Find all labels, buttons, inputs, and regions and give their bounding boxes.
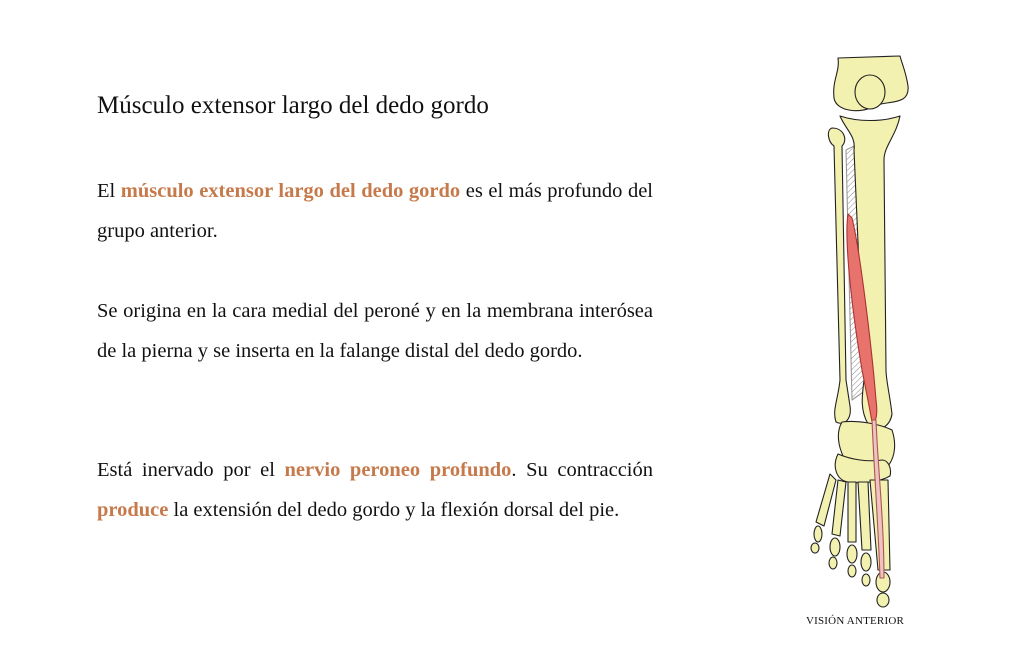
patella-bone: [855, 75, 885, 109]
phalanx-4b: [829, 557, 837, 569]
paragraph-3-text-end: la extensión del dedo gordo y la flexión dorsal del pie.: [168, 499, 620, 521]
paragraph-3-text-start: Está inervado por el: [97, 459, 285, 481]
phalanx-2a: [861, 553, 871, 571]
paragraph-2: Se origina en la cara medial del peroné y en la membrana interósea de la pierna y se inserta en la falange distal del dedo gordo.: [97, 300, 653, 362]
metatarsal-3: [848, 482, 856, 542]
muscle-link[interactable]: músculo extensor largo del dedo gordo: [120, 180, 461, 202]
leg-anatomy-illustration: [792, 50, 922, 610]
paragraph-3-text-middle: . Su contracción: [511, 459, 654, 481]
produce-link[interactable]: produce: [97, 499, 169, 521]
phalanx-1b: [877, 593, 889, 607]
phalanx-3b: [848, 565, 856, 577]
nerve-link[interactable]: nervio peroneo profundo: [284, 459, 512, 481]
illustration-caption: VISIÓN ANTERIOR: [805, 615, 905, 627]
phalanx-3a: [847, 545, 857, 563]
phalanx-5b: [811, 543, 819, 553]
metatarsal-5: [816, 474, 836, 526]
paragraph-1-text-end: es el más profundo del grupo anterior.: [97, 180, 653, 242]
phalanx-4a: [830, 538, 840, 556]
paragraph-3: [97, 450, 653, 530]
paragraph-1-text-start: El: [97, 180, 121, 202]
page-title: Músculo extensor largo del dedo gordo: [97, 92, 489, 119]
paragraph-1: [97, 171, 653, 251]
metatarsal-2: [858, 482, 871, 550]
phalanx-2b: [862, 574, 870, 586]
phalanx-5a: [814, 526, 822, 542]
